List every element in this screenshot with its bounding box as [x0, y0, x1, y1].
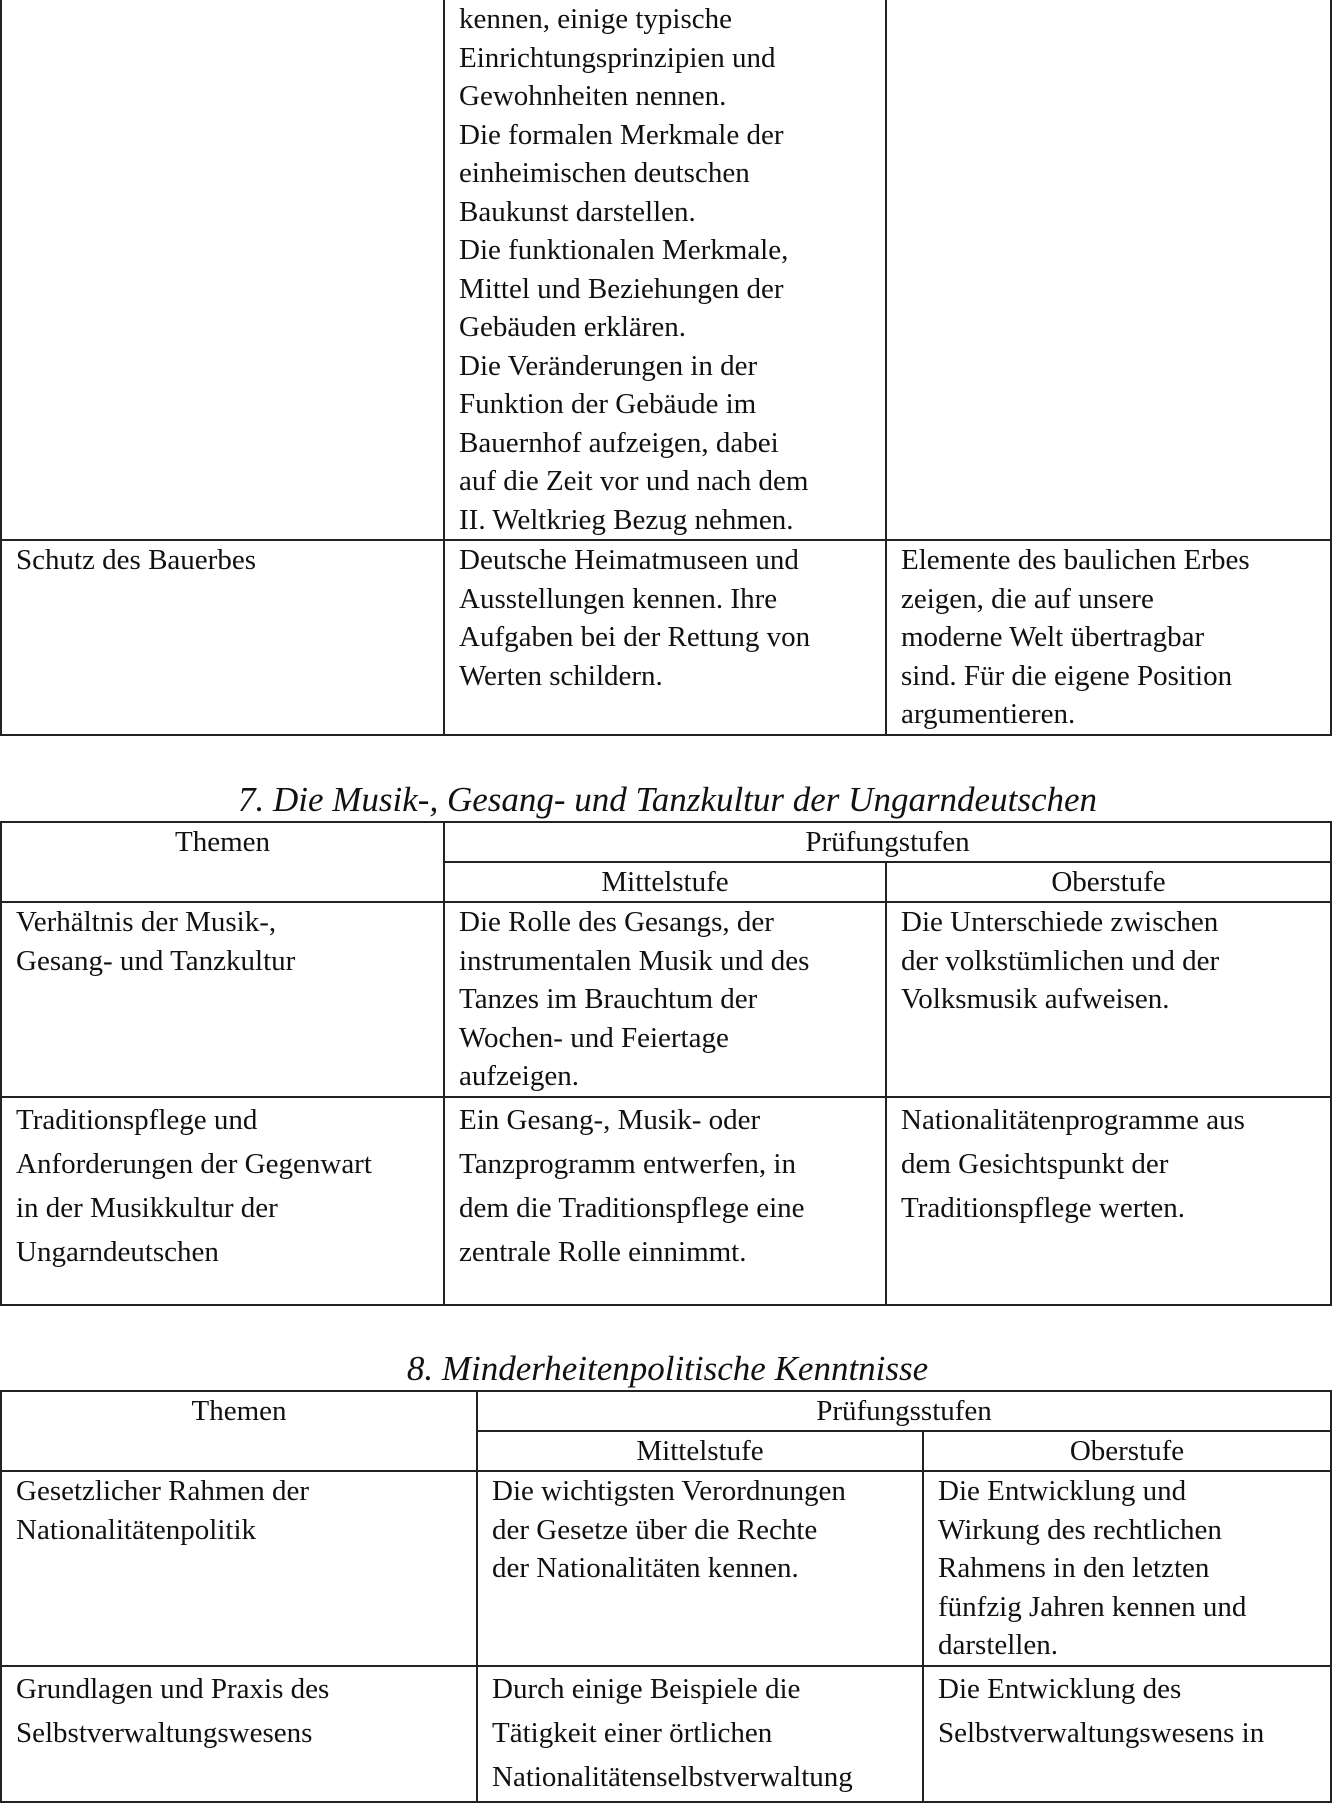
header-row [1, 822, 1331, 862]
theme-cell: Grundlagen und Praxis des Selbstverwaltungswesens [1, 1666, 477, 1802]
section-8-caption: 8. Minderheitenpolitische Kenntnisse [406, 1349, 929, 1388]
header-row [1, 1391, 1331, 1431]
mittelstufe-header: Mittelstufe [444, 862, 886, 902]
curriculum-table-continuation [0, 0, 1332, 736]
oberstufe-cell [886, 0, 1331, 540]
mittelstufe-cell: Die wichtigsten Verordnungen der Gesetze über die Rechte der Nationalitäten kennen. [477, 1471, 923, 1666]
theme-cell: Verhältnis der Musik-, Gesang- und Tanzkultur [1, 902, 444, 1097]
mittelstufe-cell: Ein Gesang-, Musik- oder Tanzprogramm entwerfen, in dem die Traditionspflege eine zentrale Rolle einnimmt. [444, 1097, 886, 1305]
table-row [1, 1666, 1331, 1802]
themen-header: Themen [1, 1391, 477, 1471]
theme-cell: Traditionspflege und Anforderungen der Gegenwart in der Musikkultur der Ungarndeutschen [1, 1097, 444, 1305]
table-row [1, 1471, 1331, 1666]
oberstufe-cell: Die Entwicklung und Wirkung des rechtlichen Rahmens in den letzten fünfzig Jahren kennen und darstellen. [923, 1471, 1331, 1666]
mittelstufe-cell: Durch einige Beispiele die Tätigkeit einer örtlichen Nationalitätenselbstverwaltung [477, 1666, 923, 1802]
mittelstufe-cell: Deutsche Heimatmuseen und Ausstellungen kennen. Ihre Aufgaben bei der Rettung von Werten schildern. [444, 540, 886, 735]
pruefungsstufen-header: Prüfungsstufen [477, 1391, 1331, 1431]
mittelstufe-cell: Die Rolle des Gesangs, der instrumentalen Musik und des Tanzes im Brauchtum der Wochen- und Feiertage aufzeigen. [444, 902, 886, 1097]
section-8-table [0, 1390, 1332, 1803]
theme-cell [1, 0, 444, 540]
table-row [1, 902, 1331, 1097]
section-7-caption: 7. Die Musik-, Gesang- und Tanzkultur der Ungarndeutschen [237, 780, 1098, 819]
oberstufe-cell: Die Entwicklung des Selbstverwaltungswesens in [923, 1666, 1331, 1802]
section-7-table [0, 821, 1332, 1306]
oberstufe-header: Oberstufe [886, 862, 1331, 902]
oberstufe-cell: Nationalitätenprogramme aus dem Gesichtspunkt der Traditionspflege werten. [886, 1097, 1331, 1305]
oberstufe-cell: Die Unterschiede zwischen der volkstümlichen und der Volksmusik aufweisen. [886, 902, 1331, 1097]
pruefungsstufen-header: Prüfungstufen [444, 822, 1331, 862]
themen-header: Themen [1, 822, 444, 902]
mittelstufe-cell: kennen, einige typische Einrichtungsprinzipien und Gewohnheiten nennen. Die formalen Merkmale der einheimischen deutschen Baukunst darstellen. Die funktionalen Merkmale, Mittel und Beziehungen der Gebäuden erklären. Die Veränderungen in der Funktion der Gebäude im Bauernhof aufzeigen, dabei auf die Zeit vor und nach dem II. Weltkrieg Bezug nehmen. [444, 0, 886, 540]
mittelstufe-header: Mittelstufe [477, 1431, 923, 1471]
table-row [1, 1097, 1331, 1305]
oberstufe-cell: Elemente des baulichen Erbes zeigen, die auf unsere moderne Welt übertragbar sind. Für die eigene Position argumentieren. [886, 540, 1331, 735]
table-row [1, 0, 1331, 540]
theme-cell: Gesetzlicher Rahmen der Nationalitätenpolitik [1, 1471, 477, 1666]
oberstufe-header: Oberstufe [923, 1431, 1331, 1471]
theme-cell: Schutz des Bauerbes [1, 540, 444, 735]
table-row [1, 540, 1331, 735]
